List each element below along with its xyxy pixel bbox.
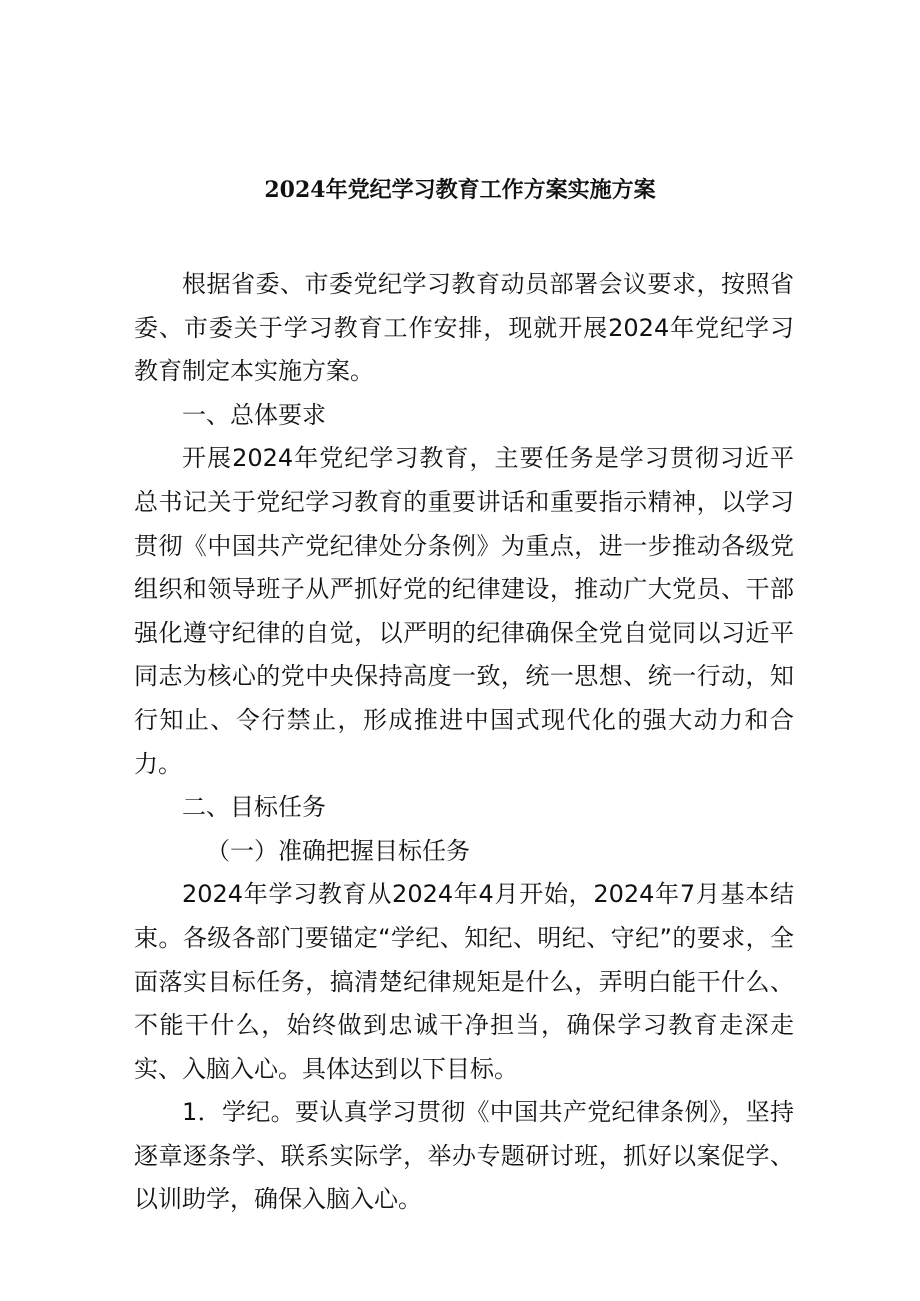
section-heading-goals-tasks: 二、目标任务: [182, 793, 326, 822]
goals-paragraph: 2024年学习教育从2024年4月开始，2024年7月基本结束。各级各部门要锚定“学纪、知纪、明纪、守纪”的要求，全面落实目标任务，搞清楚纪律规矩是什么，弄明白能干什么、不能干什么，始终做到忠诚干净担当，确保学习教育走深走实、入脑入心。具体达到以下目标。: [134, 880, 794, 1083]
document-body: [134, 263, 794, 1222]
item-learn-discipline-paragraph: 1．学纪。要认真学习贯彻《中国共产党纪律条例》，坚持逐章逐条学、联系实际学，举办专题研讨班，抓好以案促学、以训助学，确保入脑入心。: [134, 1098, 794, 1214]
document-title: 2024年党纪学习教育工作方案实施方案: [264, 177, 656, 203]
subsection-heading-grasp-goals: （一）准确把握目标任务: [206, 836, 470, 865]
section-heading-general-requirements: 一、总体要求: [182, 400, 326, 429]
general-requirements-paragraph: 开展2024年党纪学习教育，主要任务是学习贯彻习近平总书记关于党纪学习教育的重要讲话和重要指示精神，以学习贯彻《中国共产党纪律处分条例》为重点，进一步推动各级党组织和领导班子从严抓好党的纪律建设，推动广大党员、干部强化遵守纪律的自觉，以严明的纪律确保全党自觉同以习近平同志为核心的党中央保持高度一致，统一思想、统一行动，知行知止、令行禁止，形成推进中国式现代化的强大动力和合力。: [134, 444, 794, 778]
intro-paragraph: 根据省委、市委党纪学习教育动员部署会议要求，按照省委、市委关于学习教育工作安排，现就开展2024年党纪学习教育制定本实施方案。: [134, 270, 794, 386]
